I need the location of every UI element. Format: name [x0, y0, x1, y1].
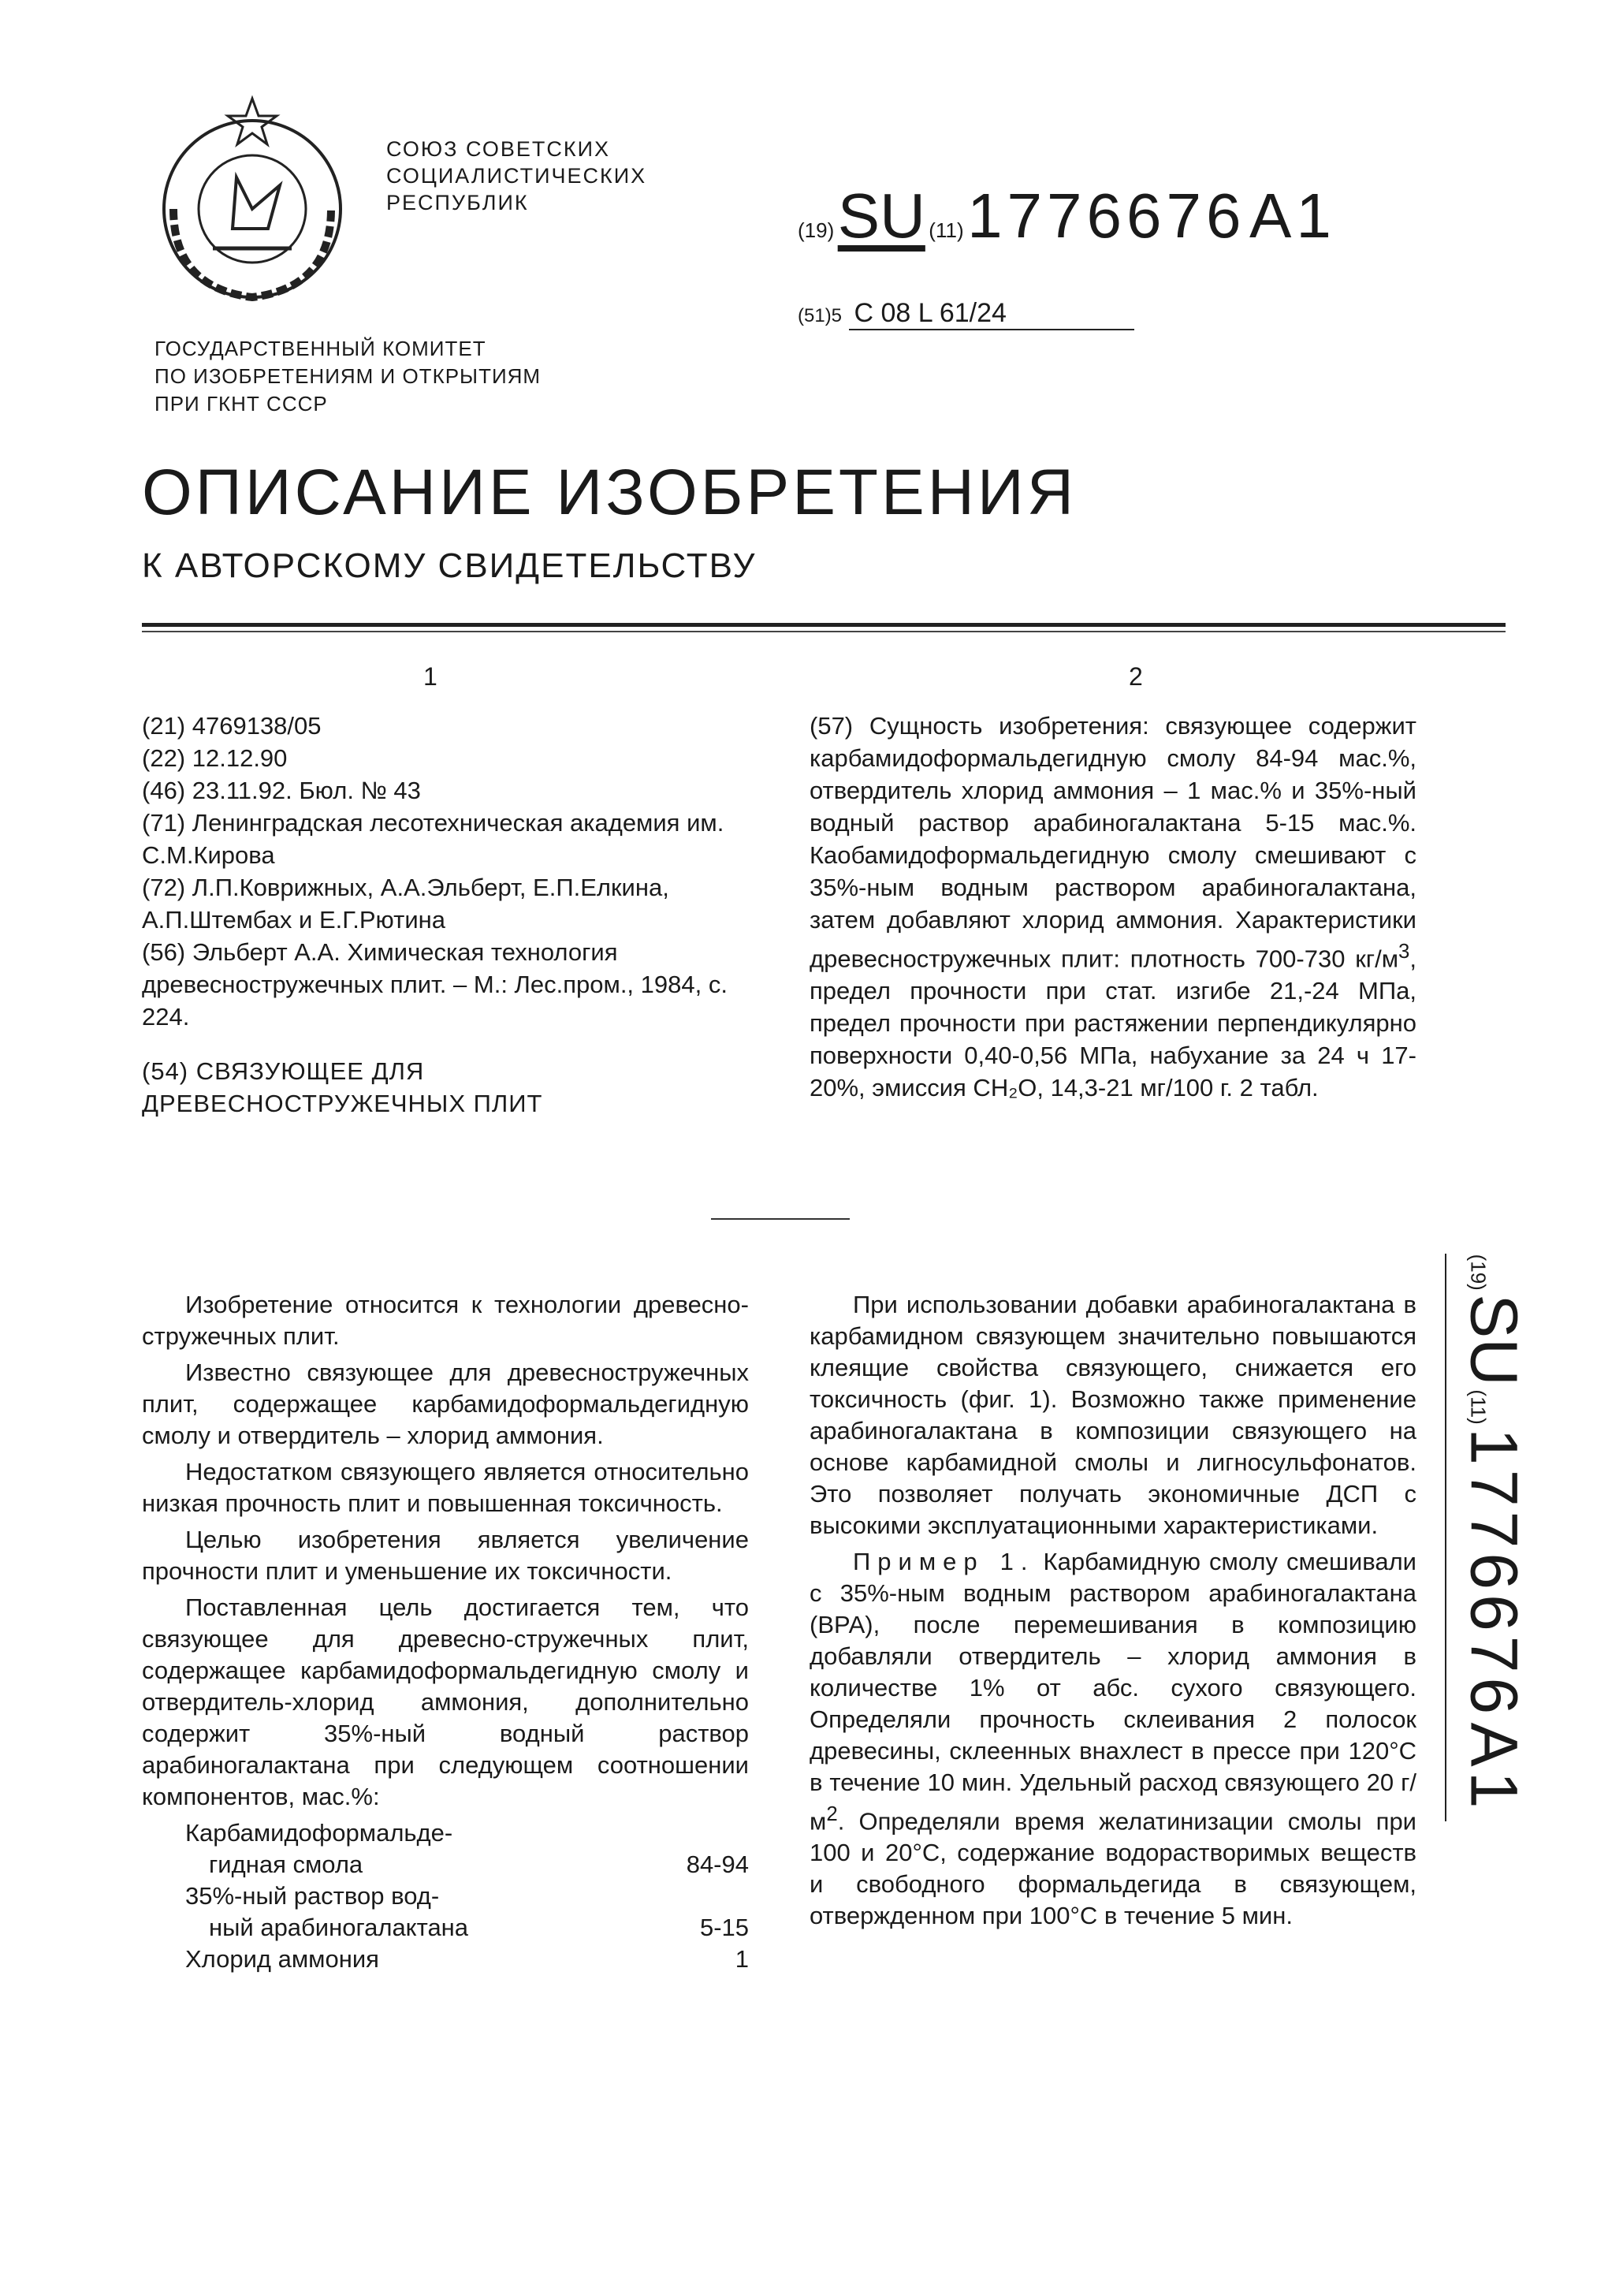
- side-number: 1776676: [1457, 1428, 1532, 1720]
- header-rule: [142, 623, 1506, 627]
- code-19: (19): [798, 218, 835, 242]
- column-number-1: 1: [423, 662, 437, 691]
- component-value: 5-15: [699, 1914, 749, 1941]
- committee-name: [154, 335, 541, 418]
- side-code-19: (19): [1466, 1254, 1491, 1291]
- composition-row: [142, 1880, 749, 1912]
- bibliographic-data: [142, 710, 745, 1120]
- example-text-end: . Определяли время желатинизации смолы при 100 и 20°С, содержание водорастворимых веществ и свободного формальдегида в связующем, отвержденном при 100°С в течение 5 мин.: [810, 1807, 1416, 1930]
- component-name: Хлорид аммония: [185, 1945, 379, 1973]
- abstract-text: (57) Сущность изобретения: связующее содержит карбамидоформальдегидную смолу 84-94 мас.%, отвердитель хлорид аммония – 1 мас.% и 35%-ный водный раствор арабиногалактана 5-15 мас.%. Каобамидоформальдегидную смолу смешивают с 35%-ным водным раствором арабиногалактана, затем добавляют хлорид аммония. Характеристики древесностружечных плит: плотность 700-730 кг/м: [810, 712, 1416, 973]
- committee-line: ПО ИЗОБРЕТЕНИЯМ И ОТКРЫТИЯМ: [154, 364, 542, 388]
- union-line: РЕСПУБЛИК: [386, 191, 529, 214]
- example-text: Карбамидную смолу смешивали с 35%-ным водным раствором арабиногалактана (ВРА), после перемешивания в композицию добавляли отвердитель – хлорид аммония в количестве 1% от абс. сухого связующего. Определяли прочность склеивания 2 полосок древесины, склеенных внахлест в прессе при 120°С в течение 10 мин. Удельный расход связующего 20 г/м: [810, 1548, 1417, 1836]
- component-name: 35%-ный раствор вод-: [185, 1882, 440, 1910]
- example-sup: 2: [826, 1803, 838, 1825]
- composition-row: [142, 1912, 749, 1944]
- patent-number: 1776676: [967, 181, 1246, 251]
- biblio-entry: (21) 4769138/05: [142, 712, 322, 740]
- ipc-block: [798, 298, 1134, 330]
- paragraph: Целью изобретения является увеличение прочности плит и уменьшение их токсичности.: [142, 1526, 749, 1585]
- biblio-entry: (46) 23.11.92. Бюл. № 43: [142, 777, 421, 804]
- patent-number-block: [798, 180, 1336, 252]
- abstract-text-end: , предел прочности при стат. изгибе 21,-24 МПа, предел прочности при растяжении перпендикулярно поверхности 0,40-0,56 МПа, набухание за 24 ч 17-20%, эмиссия CH₂O, 14,3-21 мг/100 г. 2 табл.: [810, 945, 1416, 1102]
- header-rule-thin: [142, 631, 1506, 632]
- paragraph: Недостатком связующего является относительно низкая прочность плит и повышенная токсичность.: [142, 1458, 749, 1517]
- component-name-cont: ный арабиногалактана: [209, 1914, 469, 1941]
- code-51: (51)5: [798, 305, 843, 326]
- code-11: (11): [929, 218, 964, 242]
- component-value: 84-94: [686, 1851, 749, 1878]
- committee-line: ПРИ ГКНТ СССР: [154, 392, 328, 416]
- abstract-sup: 3: [1398, 941, 1410, 963]
- state-emblem: [142, 91, 363, 311]
- composition-row: [142, 1944, 749, 1975]
- section-divider: [711, 1218, 850, 1220]
- component-value: 1: [735, 1945, 749, 1973]
- paragraph: Изобретение относится к технологии древесно-стружечных плит.: [142, 1291, 749, 1350]
- patent-kind: A1: [1249, 181, 1336, 251]
- union-name: [386, 136, 646, 216]
- biblio-entry: (56) Эльберт А.А. Химическая технология древесностружечных плит. – М.: Лес.пром., 1984, с. 224.: [142, 938, 728, 1031]
- paragraph: Известно связующее для древесностружечных плит, содержащее карбамидоформальдегидную смолу и отвердитель – хлорид аммония.: [142, 1359, 749, 1449]
- abstract: [810, 710, 1416, 1104]
- composition-row: [142, 1849, 749, 1880]
- paragraph: При использовании добавки арабиногалактана в карбамидном связующем значительно повышаются клеящие свойства связующего, снижается его токсичность (фиг. 1). Возможно также применение арабиногалактана в композиции связующего на основе карбамидной смолы и лигносульфонатов. Это позволяет получать экономичные ДСП с высокими эксплуатационными характеристиками.: [810, 1291, 1416, 1539]
- biblio-entry: (22) 12.12.90: [142, 744, 288, 772]
- biblio-entry: (72) Л.П.Коврижных, А.А.Эльберт, Е.П.Елкина, А.П.Штембах и Е.Г.Рютина: [142, 874, 669, 934]
- side-patent-number: [1450, 1230, 1537, 1837]
- country-code: SU: [837, 181, 925, 251]
- composition-table: [142, 1817, 749, 1975]
- column-number-2: 2: [1129, 662, 1143, 691]
- invention-title: (54) СВЯЗУЮЩЕЕ ДЛЯ ДРЕВЕСНОСТРУЖЕЧНЫХ ПЛИТ: [142, 1057, 543, 1117]
- page-title: ОПИСАНИЕ ИЗОБРЕТЕНИЯ: [142, 457, 1078, 528]
- side-rule: [1445, 1254, 1446, 1821]
- ipc-code: C 08 L 61/24: [849, 298, 1134, 330]
- component-name-cont: гидная смола: [209, 1851, 363, 1878]
- union-line: СОЮЗ СОВЕТСКИХ: [386, 137, 611, 161]
- composition-row: [142, 1817, 749, 1849]
- side-kind: A1: [1457, 1722, 1532, 1813]
- example-label: Пример 1.: [853, 1548, 1035, 1575]
- paragraph: Поставленная цель достигается тем, что связующее для древесно-стружечных плит, содержащее карбамидоформальдегидную смолу и отвердитель-хлорид аммония, дополнительно содержит 35%-ный водный раствор арабиногалактана при следующем соотношении компонентов, мас.%:: [142, 1593, 749, 1810]
- committee-line: ГОСУДАРСТВЕННЫЙ КОМИТЕТ: [154, 337, 486, 360]
- description-right-column: [810, 1289, 1416, 1936]
- side-country: SU: [1457, 1294, 1532, 1386]
- page-subtitle: К АВТОРСКОМУ СВИДЕТЕЛЬСТВУ: [142, 546, 757, 585]
- biblio-entry: (71) Ленинградская лесотехническая академия им. С.М.Кирова: [142, 809, 724, 869]
- side-code-11: (11): [1466, 1389, 1491, 1425]
- example-paragraph: [810, 1546, 1416, 1932]
- union-line: СОЦИАЛИСТИЧЕСКИХ: [386, 164, 647, 188]
- side-number-rotated: [1456, 1254, 1532, 1813]
- component-name: Карбамидоформальде-: [185, 1819, 453, 1847]
- description-left-column: [142, 1289, 749, 1975]
